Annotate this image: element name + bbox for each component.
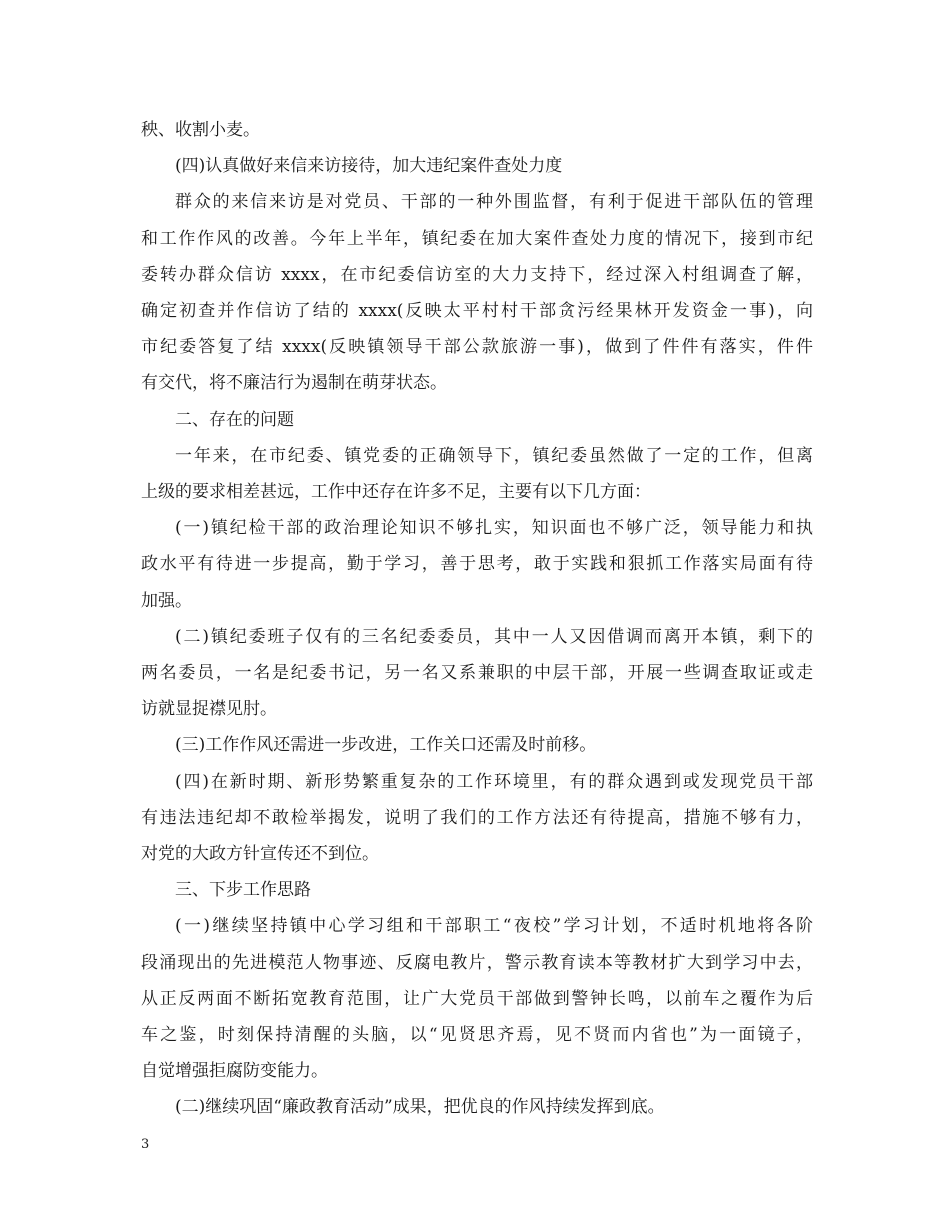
- paragraph-next-step-1: [141, 908, 813, 1089]
- section-heading-problems: [141, 402, 813, 438]
- text-line: (四)在新时期、新形势繁重复杂的工作环境里，有的群众遇到或发现党员干部: [175, 771, 813, 792]
- text-line: 有交代，将不廉洁行为遏制在萌芽状态。: [141, 373, 447, 394]
- text-line: 秧、收割小麦。: [141, 120, 260, 140]
- text-line: 自觉增强拒腐防变能力。: [141, 1061, 328, 1082]
- text-line: 和工作作风的改善。今年上半年，镇纪委在加大案件查处力度的情况下，接到市纪: [141, 228, 813, 249]
- paragraph-problems-intro: [141, 438, 813, 510]
- text-line: (二)镇纪委班子仅有的三名纪委委员，其中一人又因借调而离开本镇，剩下的: [175, 626, 813, 647]
- text-line: 群众的来信来访是对党员、干部的一种外围监督，有利于促进干部队伍的管理: [175, 192, 813, 213]
- text-line: 从正反两面不断拓宽教育范围，让广大党员干部做到警钟长鸣，以前车之覆作为后: [141, 988, 813, 1009]
- text-line: (四)认真做好来信来访接待，加大违纪案件查处力度: [175, 156, 563, 177]
- paragraph-problem-1: [141, 510, 813, 619]
- text-line: 有违法违纪却不敢检举揭发，说明了我们的工作方法还有待提高，措施不够有力，: [141, 807, 813, 828]
- text-line: 车之鉴，时刻保持清醒的头脑，以“见贤思齐焉，见不贤而内省也”为一面镜子，: [141, 1025, 813, 1046]
- paragraph-problem-3: [141, 727, 813, 763]
- text-line: 政水平有待进一步提高，勤于学习，善于思考，敢于实践和狠抓工作落实局面有待: [141, 554, 813, 575]
- paragraph-continuation: [141, 112, 813, 148]
- page-number: 3: [141, 1137, 150, 1152]
- subheading-letters-and-visits: [141, 148, 813, 184]
- paragraph-problem-4: [141, 764, 813, 873]
- paragraph-letters-and-visits: [141, 184, 813, 401]
- text-line: 确定初查并作信访了结的 xxxx(反映太平村村干部贪污经果林开发资金一事)，向: [141, 301, 813, 322]
- text-line: 段涌现出的先进模范人物事迹、反腐电教片，警示教育读本等教材扩大到学习中去，: [141, 952, 813, 973]
- text-line: (三)工作作风还需进一步改进，工作关口还需及时前移。: [175, 735, 597, 756]
- paragraph-problem-2: [141, 619, 813, 728]
- text-line: 市纪委答复了结 xxxx(反映镇领导干部公款旅游一事)，做到了件件有落实，件件: [141, 337, 813, 358]
- text-line: 一年来，在市纪委、镇党委的正确领导下，镇纪委虽然做了一定的工作，但离: [175, 445, 813, 466]
- text-line: (一)继续坚持镇中心学习组和干部职工“夜校”学习计划，不适时机地将各阶: [175, 916, 813, 937]
- paragraph-next-step-2: [141, 1089, 813, 1125]
- text-line: 对党的大政方针宣传还不到位。: [141, 844, 379, 865]
- text-line: 委转办群众信访 xxxx，在市纪委信访室的大力支持下，经过深入村组调查了解，: [141, 264, 813, 285]
- text-line: 二、存在的问题: [175, 409, 294, 430]
- text-line: 加强。: [141, 590, 192, 611]
- text-line: (一)镇纪检干部的政治理论知识不够扎实，知识面也不够广泛，领导能力和执: [175, 518, 813, 539]
- section-heading-next-steps: [141, 872, 813, 908]
- text-line: 访就显捉襟见肘。: [141, 699, 277, 720]
- text-line: 三、下步工作思路: [175, 880, 311, 901]
- document-body: [141, 112, 813, 1126]
- text-line: 两名委员，一名是纪委书记，另一名又系兼职的中层干部，开展一些调查取证或走: [141, 663, 813, 684]
- text-line: (二)继续巩固“廉政教育活动”成果，把优良的作风持续发挥到底。: [175, 1097, 665, 1118]
- text-line: 上级的要求相差甚远，工作中还存在许多不足，主要有以下几方面：: [141, 482, 651, 503]
